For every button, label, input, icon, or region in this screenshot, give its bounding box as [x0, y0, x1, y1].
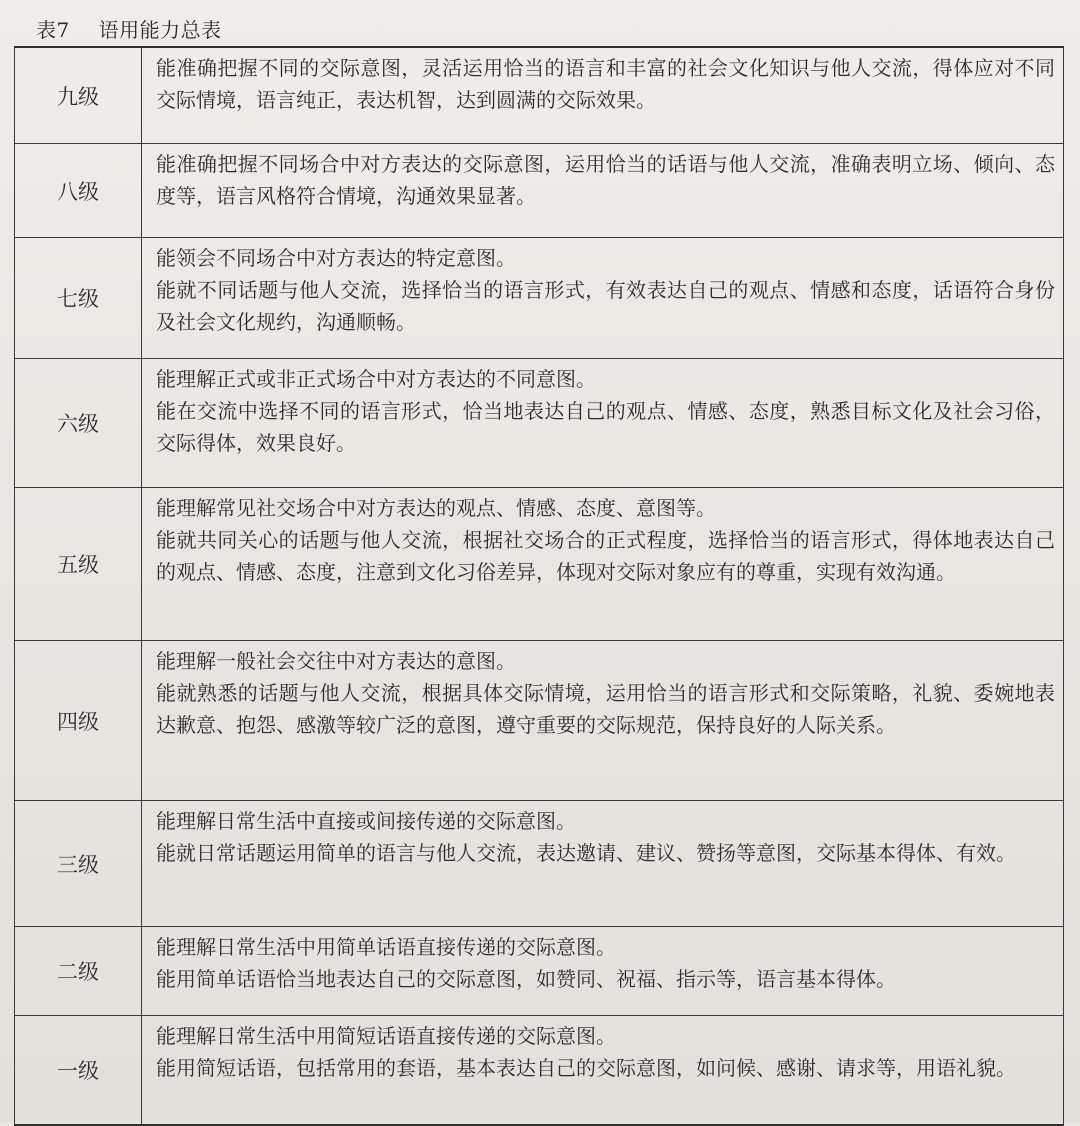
table-title: 语用能力总表: [98, 18, 222, 42]
table-row-level-2: [14, 927, 1064, 1016]
table-row-level-8: [14, 144, 1064, 238]
table-row-level-1: [14, 1016, 1064, 1124]
table-caption: [36, 14, 222, 43]
level-description: [142, 359, 1064, 487]
description-line: 能在交流中选择不同的语言形式，恰当地表达自己的观点、情感、态度，熟悉目标文化及社会习俗，交际得体，效果良好。: [156, 399, 1055, 455]
description-line: 能准确把握不同的交际意图，灵活运用恰当的语言和丰富的社会文化知识与他人交流，得体应对不同交际情境，语言纯正，表达机智，达到圆满的交际效果。: [156, 56, 1055, 112]
level-description: [142, 801, 1064, 926]
level-description: [142, 927, 1064, 1015]
table-number: 表7: [36, 18, 70, 42]
level-description: [142, 144, 1064, 237]
level-label: 九级: [14, 48, 142, 143]
level-description: [142, 1016, 1064, 1124]
pragmatic-ability-table: [14, 46, 1064, 1126]
description-line: 能用简单话语恰当地表达自己的交际意图，如赞同、祝福、指示等，语言基本得体。: [156, 967, 896, 991]
description-line: 能就共同关心的话题与他人交流，根据社交场合的正式程度，选择恰当的语言形式，得体地表达自己的观点、情感、态度，注意到文化习俗差异，体现对交际对象应有的尊重，实现有效沟通。: [156, 528, 1055, 584]
description-line: 能准确把握不同场合中对方表达的交际意图，运用恰当的话语与他人交流，准确表明立场、倾向、态度等，语言风格符合情境，沟通效果显著。: [156, 152, 1055, 208]
description-line: 能理解日常生活中用简单话语直接传递的交际意图。: [156, 935, 616, 959]
description-line: 能理解常见社交场合中对方表达的观点、情感、态度、意图等。: [156, 496, 716, 520]
table-row-level-3: [14, 801, 1064, 927]
table-row-level-6: [14, 359, 1064, 488]
level-label: 八级: [14, 144, 142, 237]
level-description: [142, 488, 1064, 640]
level-label: 七级: [14, 238, 142, 358]
level-label: 四级: [14, 641, 142, 800]
description-line: 能就日常话题运用简单的语言与他人交流，表达邀请、建议、赞扬等意图，交际基本得体、有效。: [156, 841, 1016, 865]
level-description: [142, 238, 1064, 358]
level-label: 五级: [14, 488, 142, 640]
description-line: 能用简短话语，包括常用的套语，基本表达自己的交际意图，如问候、感谢、请求等，用语礼貌。: [156, 1056, 1016, 1080]
description-line: 能理解正式或非正式场合中对方表达的不同意图。: [156, 367, 596, 391]
table-row-level-7: [14, 238, 1064, 359]
level-label: 一级: [14, 1016, 142, 1124]
level-description: [142, 641, 1064, 800]
description-line: 能理解日常生活中直接或间接传递的交际意图。: [156, 809, 576, 833]
table-row-level-9: [14, 48, 1064, 144]
description-line: 能就熟悉的话题与他人交流，根据具体交际情境，运用恰当的语言形式和交际策略，礼貌、委婉地表达歉意、抱怨、感激等较广泛的意图，遵守重要的交际规范，保持良好的人际关系。: [156, 681, 1055, 737]
description-line: 能领会不同场合中对方表达的特定意图。: [156, 246, 516, 270]
level-description: [142, 48, 1064, 143]
description-line: 能理解日常生活中用简短话语直接传递的交际意图。: [156, 1024, 616, 1048]
table-row-level-5: [14, 488, 1064, 641]
level-label: 二级: [14, 927, 142, 1015]
table-row-level-4: [14, 641, 1064, 801]
level-label: 六级: [14, 359, 142, 487]
level-label: 三级: [14, 801, 142, 926]
description-line: 能就不同话题与他人交流，选择恰当的语言形式，有效表达自己的观点、情感和态度，话语符合身份及社会文化规约，沟通顺畅。: [156, 278, 1055, 334]
description-line: 能理解一般社会交往中对方表达的意图。: [156, 649, 516, 673]
